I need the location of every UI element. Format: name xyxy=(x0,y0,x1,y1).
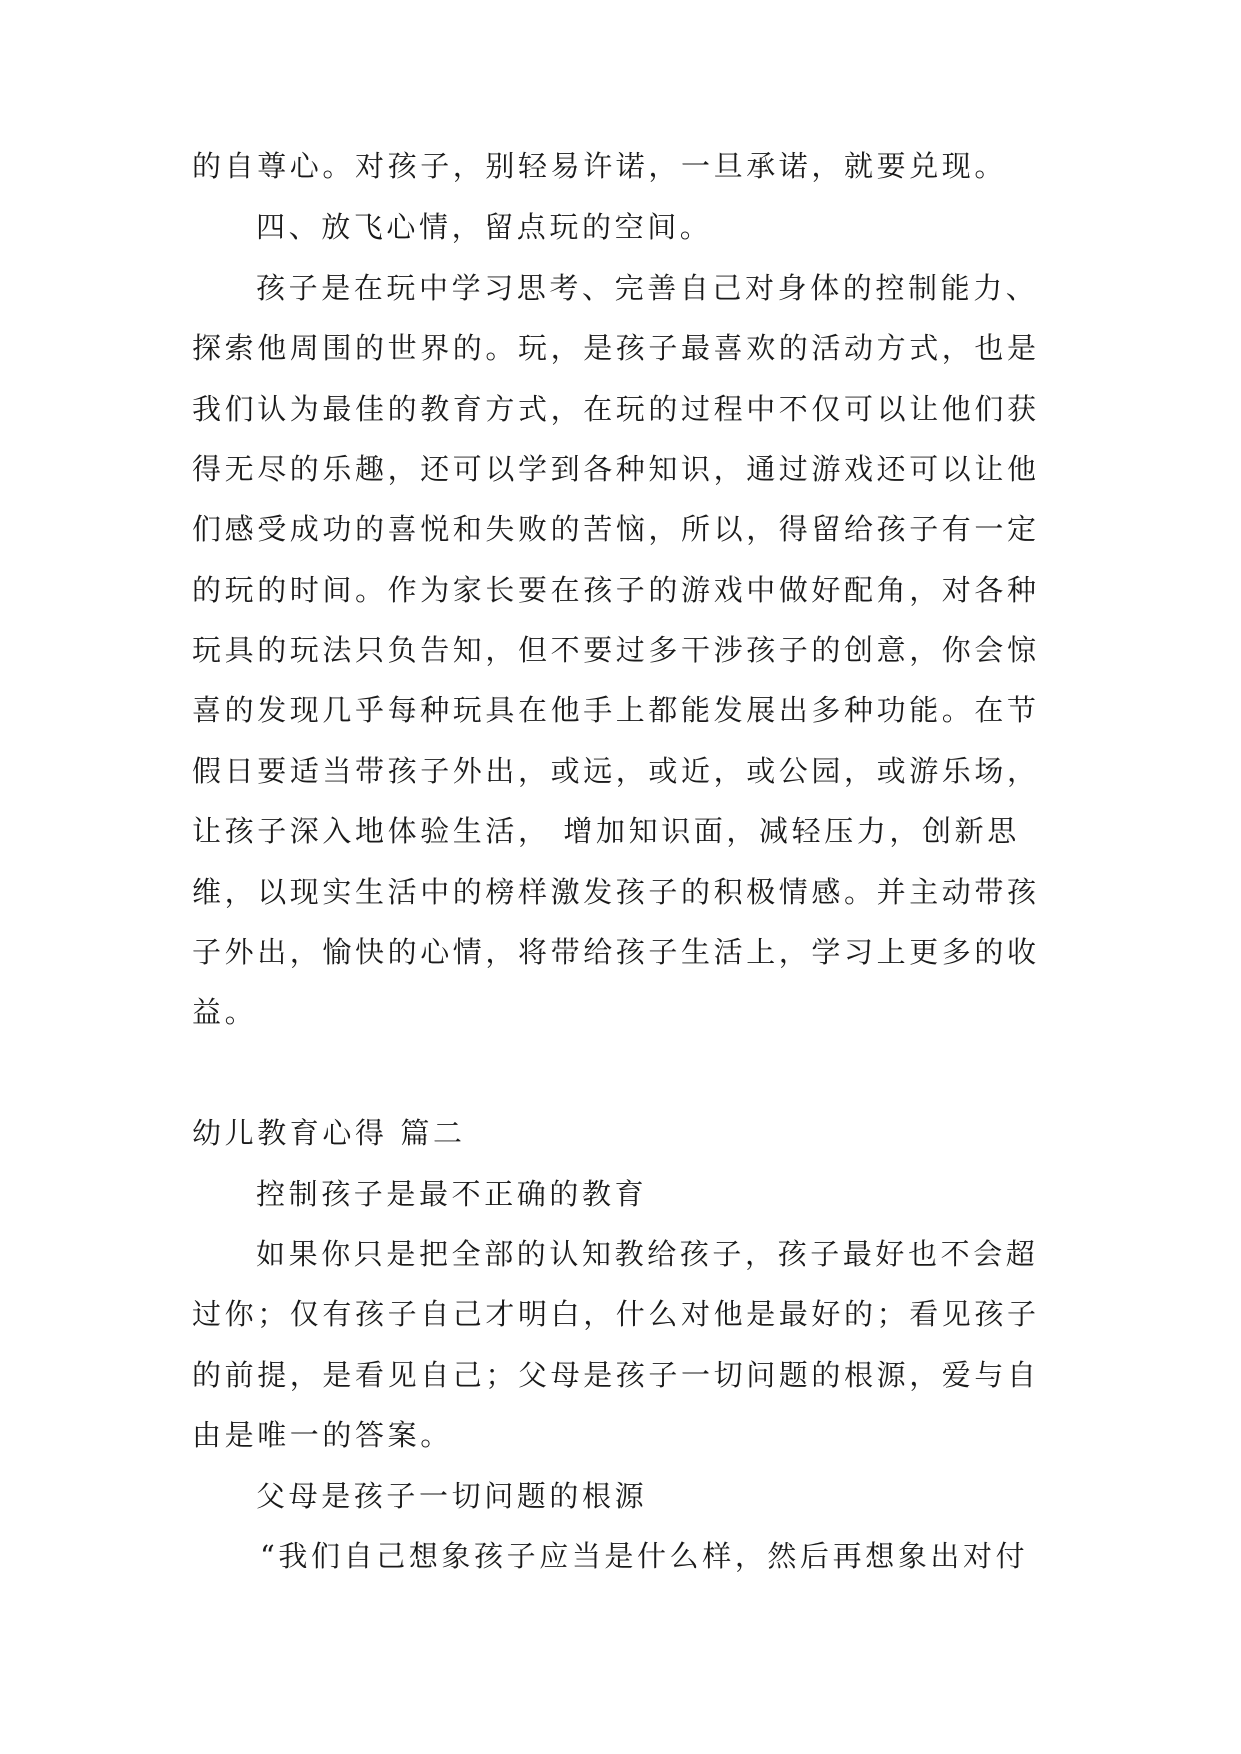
subheading: 控制孩子是最不正确的教育 xyxy=(256,1177,648,1211)
paragraph-line: 由是唯一的答案。 xyxy=(192,1418,453,1452)
paragraph-line: 过你；仅有孩子自己才明白，什么对他是最好的；看见孩子 xyxy=(192,1297,1040,1331)
paragraph-line: 假日要适当带孩子外出，或远，或近，或公园，或游乐场， xyxy=(192,754,1040,788)
paragraph-line: 维，以现实生活中的榜样激发孩子的积极情感。并主动带孩 xyxy=(192,875,1040,909)
paragraph-line: 的前提，是看见自己；父母是孩子一切问题的根源，爱与自 xyxy=(192,1358,1040,1392)
paragraph-line: 子外出，愉快的心情，将带给孩子生活上，学习上更多的收 xyxy=(192,935,1040,969)
paragraph-line: 如果你只是把全部的认知教给孩子，孩子最好也不会超 xyxy=(256,1237,1039,1271)
paragraph-line: 们感受成功的喜悦和失败的苦恼，所以，得留给孩子有一定 xyxy=(192,512,1040,546)
paragraph-line: 让孩子深入地体验生活， 增加知识面，减轻压力，创新思 xyxy=(192,814,1020,848)
paragraph-line: 益。 xyxy=(192,995,258,1029)
paragraph-line: 的自尊心。对孩子，别轻易许诺，一旦承诺，就要兑现。 xyxy=(192,149,1008,183)
paragraph-line: 的玩的时间。作为家长要在孩子的游戏中做好配角，对各种 xyxy=(192,573,1040,607)
paragraph-line: “我们自己想象孩子应当是什么样，然后再想象出对付 xyxy=(260,1539,1029,1573)
paragraph-line: 我们认为最佳的教育方式，在玩的过程中不仅可以让他们获 xyxy=(192,392,1040,426)
paragraph-line: 探索他周围的世界的。玩，是孩子最喜欢的活动方式，也是 xyxy=(192,331,1040,365)
paragraph-line: 孩子是在玩中学习思考、完善自己对身体的控制能力、 xyxy=(256,271,1039,305)
paragraph-line: 喜的发现几乎每种玩具在他手上都能发展出多种功能。在节 xyxy=(192,693,1040,727)
subheading: 父母是孩子一切问题的根源 xyxy=(256,1479,648,1513)
section-title: 幼儿教育心得 篇二 xyxy=(192,1116,466,1150)
paragraph-line: 玩具的玩法只负告知，但不要过多干涉孩子的创意，你会惊 xyxy=(192,633,1040,667)
section-heading: 四、放飞心情，留点玩的空间。 xyxy=(256,210,713,244)
paragraph-line: 得无尽的乐趣，还可以学到各种知识，通过游戏还可以让他 xyxy=(192,452,1040,486)
